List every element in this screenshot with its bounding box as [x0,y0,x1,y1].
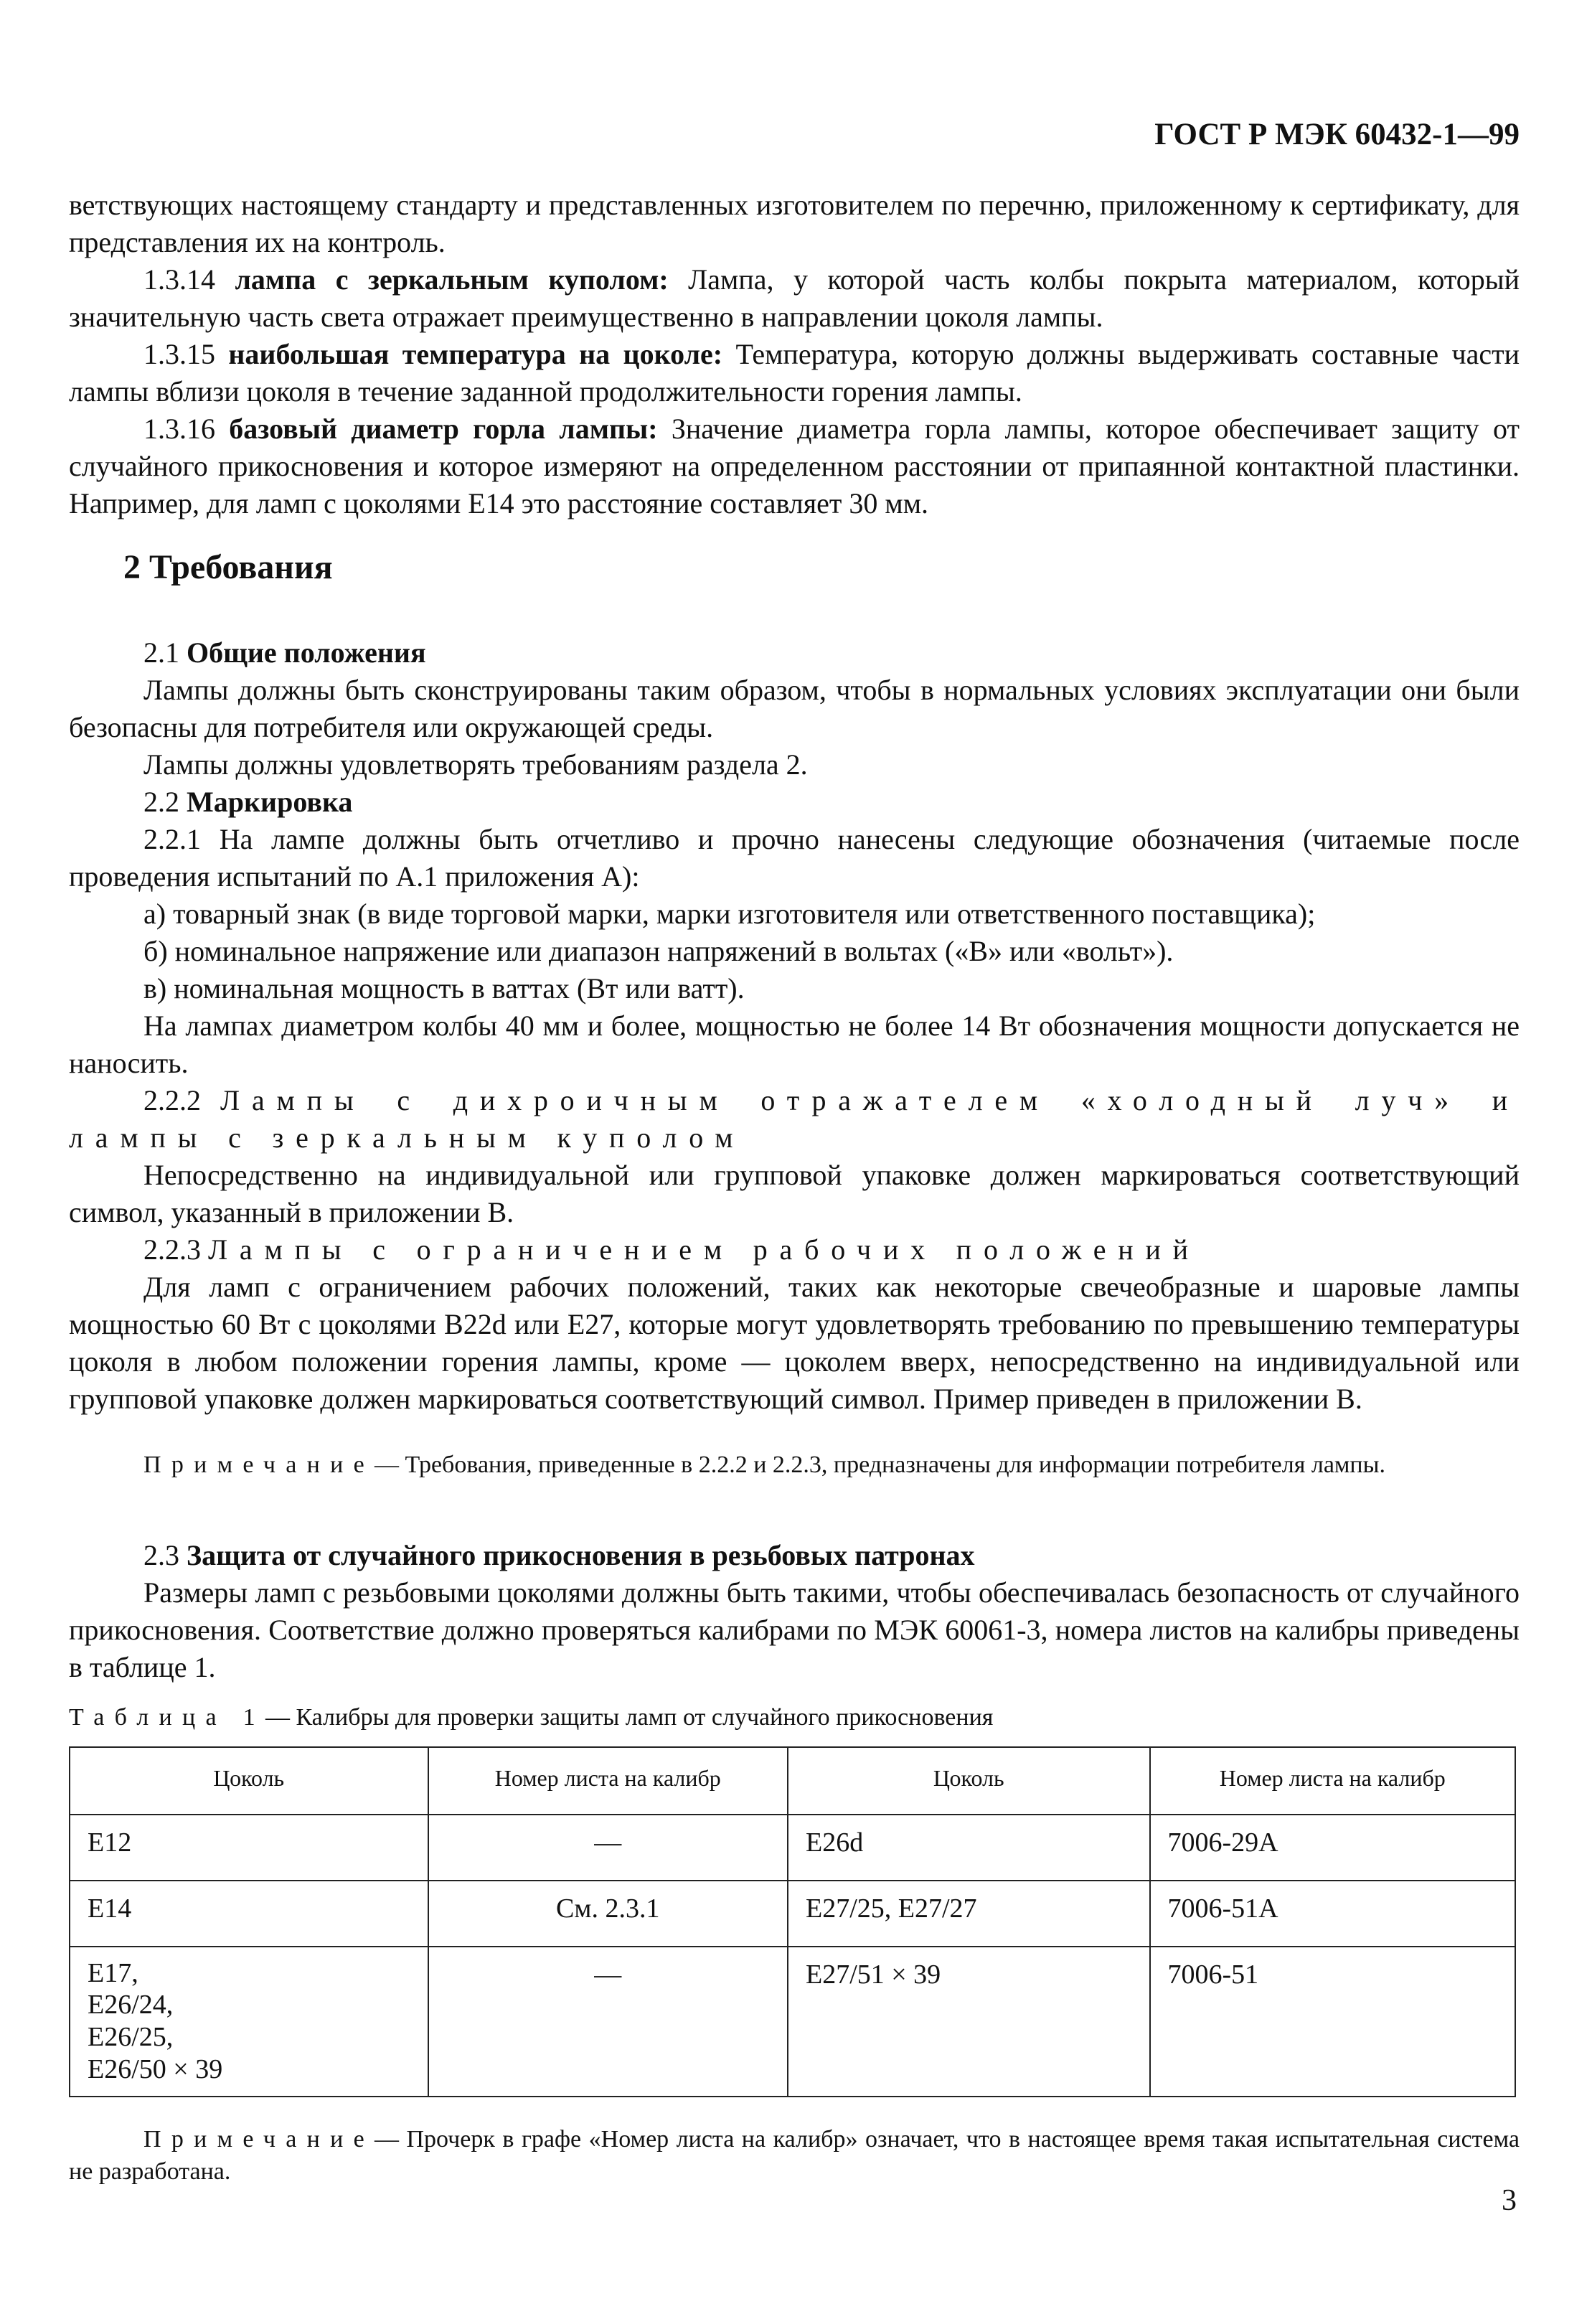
table-cell: — [428,1815,788,1881]
clause-number: 2.1 [143,636,179,669]
table-header-cell: Номер листа на калибр [428,1747,788,1815]
def-text: Температура, которую должны выдерживать составные части лампы вблизи цоколя в течение заданной продолжительности горения лампы. [69,338,1520,408]
table-cell: E14 [70,1881,428,1947]
clause-number: 2.2 [143,786,179,818]
table-cell: 7006-51A [1150,1881,1516,1947]
standard-header: ГОСТ Р МЭК 60432-1—99 [1154,118,1520,151]
clause-number: 2.2.2 [143,1084,201,1116]
clause-title: Общие положения [187,636,426,669]
def-term: наибольшая температура на цоколе: [228,338,723,370]
table-cell: — [428,1947,788,2097]
def-text: Лампа, у которой часть колбы покрыта материалом, который значительную часть света отражает преимущественно в направлении цоколя лампы. [69,263,1520,333]
def-number: 1.3.15 [143,338,215,370]
section-2-3 [69,1537,1520,1686]
def-term: лампа с зеркальным куполом: [235,263,669,296]
intro-block [69,187,1520,261]
table-row [70,1881,1515,1947]
clause-title: Маркировка [187,786,353,818]
table-row [70,1815,1515,1881]
intro-continuation: ветствующих настоящему стандарту и представленных изготовителем по перечню, приложенному к сертификату, для представления их на контроль. [69,189,1520,258]
def-1-3-14 [69,261,1520,336]
clause-text: Для ламп с ограничением рабочих положений, таких как некоторые свечеобразные и шаровые лампы мощностью 60 Вт с цоколями B22d или E27, которые могут удовлетворять требованию по превышению температуры цоколя в любом положении горения лампы, кроме — цоколем вверх, непосредственно на индивидуальной или групповой упаковке должен маркироваться соответствующий символ. Пример приведен в приложении B. [69,1271,1520,1415]
table-caption [69,1702,1520,1734]
note-text: — Требования, приведенные в 2.2.2 и 2.2.3, предназначены для информации потребителя лампы. [374,1452,1385,1478]
def-term: базовый диаметр горла лампы: [229,413,658,445]
list-item-c: в) номинальная мощность в ваттах (Вт или ватт). [143,972,745,1005]
table-header-cell: Цоколь [70,1747,428,1815]
table-cell: E26d [788,1815,1150,1881]
clause-text: На лампе должны быть отчетливо и прочно нанесены следующие обозначения (читаемые после проведения испытаний по A.1 приложения A): [69,823,1520,893]
clause-number: 2.3 [143,1539,179,1571]
clause-text: Лампы должны быть сконструированы таким образом, чтобы в нормальных условиях эксплуатации они были безопасны для потребителя или окружающей среды. [69,674,1520,743]
table-header-cell: Цоколь [788,1747,1150,1815]
table-row [70,1947,1515,2097]
note-text: — Прочерк в графе «Номер листа на калибр» означает, что в настоящее время такая испытательная система не разработана. [69,2126,1520,2185]
table-cell: 7006-51 [1150,1947,1516,2097]
table-caption-text: — Калибры для проверки защиты ламп от случайного прикосновения [265,1704,994,1731]
note-label: Примечание [143,1452,375,1478]
clause-text: Непосредственно на индивидуальной или групповой упаковке должен маркироваться соответствующий символ, указанный в приложении B. [69,1159,1520,1228]
list-item-a: а) товарный знак (в виде торговой марки, марки изготовителя или ответственного поставщика); [143,898,1316,930]
section-2-1 [69,634,1520,1418]
clause-title: Защита от случайного прикосновения в резьбовых патронах [187,1539,975,1571]
def-1-3-15 [69,336,1520,410]
def-text: Значение диаметра горла лампы, которое обеспечивает защиту от случайного прикосновения и которое измеряют на определенном расстоянии от припаянной контактной пластинки. Например, для ламп с цоколями E14 это расстояние составляет 30 мм. [69,413,1520,519]
section-heading: 2 Требования [123,548,333,586]
clause-title: Лампы с ограничением рабочих положений [208,1233,1200,1266]
table-header-cell: Номер листа на калибр [1150,1747,1516,1815]
table-cell: E12 [70,1815,428,1881]
table-cell: 7006-29A [1150,1815,1516,1881]
table-1 [69,1746,1516,2097]
note-block-2 [69,2124,1520,2188]
def-number: 1.3.14 [143,263,215,296]
table-caption-label: Таблица 1 [69,1704,265,1731]
clause-text: На лампах диаметром колбы 40 мм и более, мощностью не более 14 Вт обозначения мощности допускается не наносить. [69,1010,1520,1079]
table-cell: E17, E26/24, E26/25, E26/50 × 39 [70,1947,428,2097]
note-block-1 [69,1449,1520,1482]
clause-text: Размеры ламп с резьбовыми цоколями должны быть такими, чтобы обеспечивалась безопасность от случайного прикосновения. Соответствие должно проверяться калибрами по МЭК 60061-3, номера листов на калибры приведены в таблице 1. [69,1576,1520,1683]
clause-title: Лампы с дихроичным отражателем «холодный луч» и лампы с зеркальным куполом [69,1084,1520,1154]
section-2-heading-block [69,545,1520,590]
table-1-wrap [69,1746,1520,2097]
table-cell: См. 2.3.1 [428,1881,788,1947]
table-cell: E27/25, E27/27 [788,1881,1150,1947]
clause-number: 2.2.3 [143,1233,201,1266]
list-item-b: б) номинальное напряжение или диапазон напряжений в вольтах («В» или «вольт»). [143,935,1174,967]
clause-text: Лампы должны удовлетворять требованиям раздела 2. [143,748,808,781]
table-header-row [70,1747,1515,1815]
clause-number: 2.2.1 [143,823,201,855]
def-number: 1.3.16 [143,413,215,445]
note-label: Примечание [143,2126,375,2153]
table-cell: E27/51 × 39 [788,1947,1150,2097]
page-number: 3 [1502,2184,1517,2217]
def-1-3-16 [69,410,1520,522]
